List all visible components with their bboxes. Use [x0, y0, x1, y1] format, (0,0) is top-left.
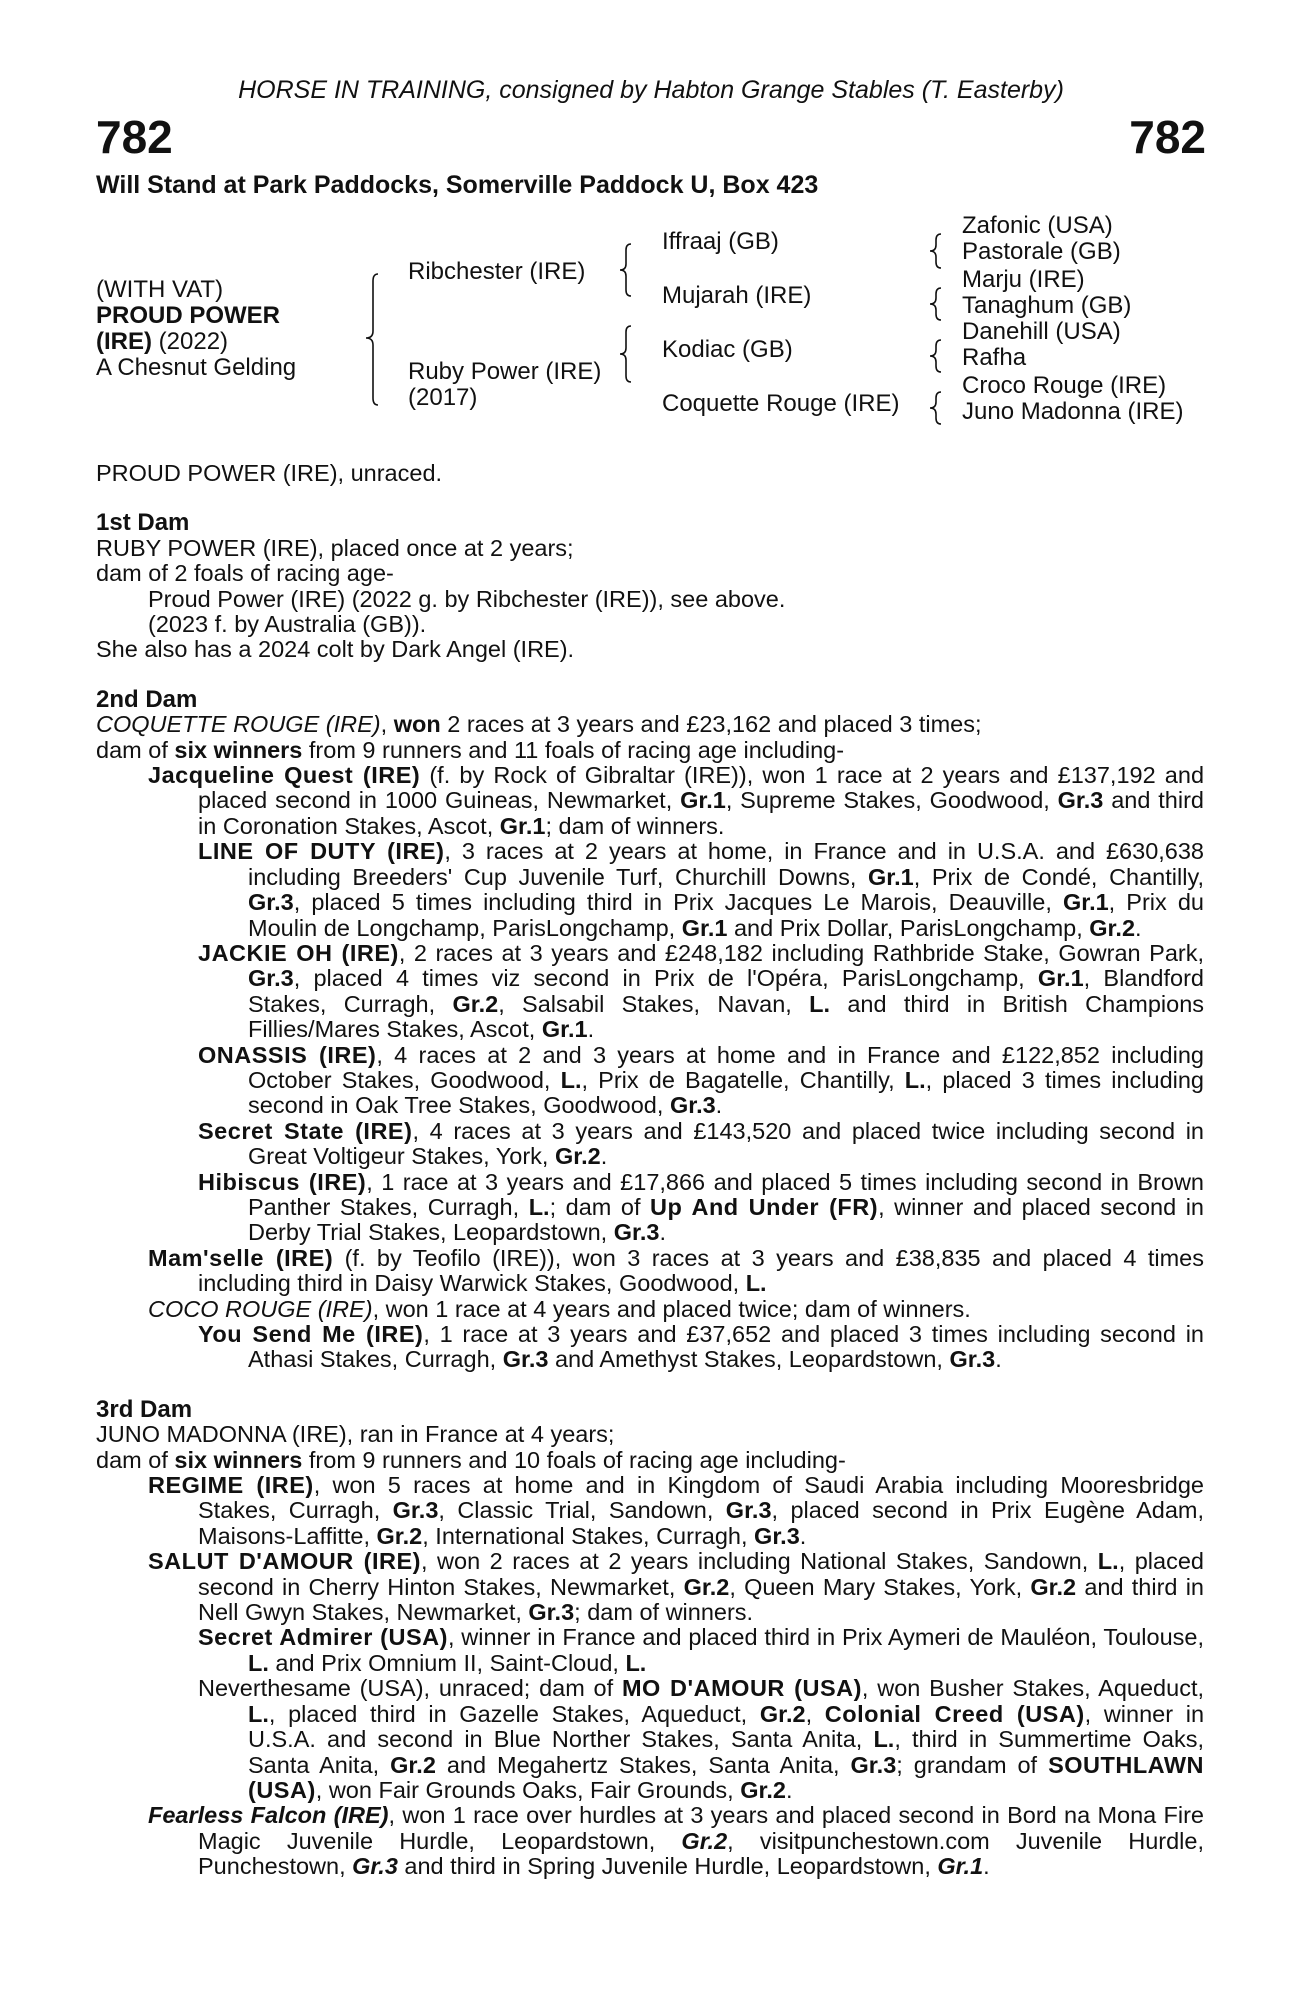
- produce-entry: Hibiscus (IRE), 1 race at 3 years and £17,866 and placed 5 times including second in Brown Panther Stakes, Curragh, L.; dam of Up And Under (FR), winner and placed second in Derby Trial Stakes, Leopardstown, Gr.3.: [198, 1168, 1204, 1246]
- first-dam-note: She also has a 2024 colt by Dark Angel (IRE).: [96, 636, 575, 663]
- produce-entry: JACKIE OH (IRE), 2 races at 3 years and £248,182 including Rathbride Stake, Gowran Park, Gr.3, placed 4 times viz second in Prix de l'Opéra, ParisLongchamp, Gr.1, Blandford Stakes, Curragh, Gr.2, Salsabil Stakes, Navan, L. and third in British Champions Fillies/Mares Stakes, Ascot, Gr.1.: [198, 939, 1205, 1043]
- ped-sdd: Tanaghum (GB): [962, 292, 1132, 319]
- ped-dsd: Rafha: [962, 344, 1027, 371]
- horse-suffix: (IRE) (2022): [96, 328, 229, 355]
- produce-entry: Secret State (IRE), 4 races at 3 years and £143,520 and placed twice including second in Great Voltigeur Stakes, York, Gr.2.: [198, 1117, 1205, 1170]
- produce-entry: COCO ROUGE (IRE), won 1 race at 4 years and placed twice; dam of winners.: [148, 1295, 971, 1322]
- produce-entry: Jacqueline Quest (IRE) (f. by Rock of Gibraltar (IRE)), won 1 race at 2 years and £137,192 and placed second in 1000 Guineas, Newmarket, Gr.1, Supreme Stakes, Goodwood, Gr.3 and third in Coronation Stakes, Ascot, Gr.1; dam of winners.: [148, 762, 1205, 839]
- dam: Ruby Power (IRE): [408, 358, 602, 385]
- pedigree-table: [96, 196, 1211, 496]
- second-dam-produce: dam of six winners from 9 runners and 11 foals of racing age including-: [96, 736, 845, 763]
- horse-name: PROUD POWER: [96, 302, 281, 329]
- ped-dds: Croco Rouge (IRE): [962, 372, 1167, 399]
- produce-entry: REGIME (IRE), won 5 races at home and in Kingdom of Saudi Arabia including Mooresbridge Stakes, Curragh, Gr.3, Classic Trial, Sandown, Gr.3, placed second in Prix Eugène Adam, Maisons-Laffitte, Gr.2, International Stakes, Curragh, Gr.3.: [148, 1472, 1205, 1549]
- sire: Ribchester (IRE): [408, 258, 586, 285]
- produce-entry: SALUT D'AMOUR (IRE), won 2 races at 2 years including National Stakes, Sandown, L., placed second in Cherry Hinton Stakes, Newmarket, Gr.2, Queen Mary Stakes, York, Gr.2 and third in Nell Gwyn Stakes, Newmarket, Gr.3; dam of winners.: [148, 1548, 1204, 1626]
- catalogue-body: [96, 461, 1204, 1880]
- produce-entry: Fearless Falcon (IRE), won 1 race over hurdles at 3 years and placed second in Bord na Mona Fire Magic Juvenile Hurdle, Leopardstown, Gr.2, visitpunchestown.com Juvenile Hurdle, Punchestown, Gr.3 and third in Spring Juvenile Hurdle, Leopardstown, Gr.1.: [148, 1802, 1204, 1880]
- lot-number-right: 782: [1129, 111, 1206, 163]
- foal-entry: Proud Power (IRE) (2022 g. by Ribchester (IRE)), see above.: [148, 585, 786, 612]
- stand-location: Will Stand at Park Paddocks, Somerville Paddock U, Box 423: [96, 171, 819, 199]
- second-dam-line: COQUETTE ROUGE (IRE), won 2 races at 3 years and £23,162 and placed 3 times;: [96, 711, 982, 738]
- produce-entry: LINE OF DUTY (IRE), 3 races at 2 years at home, in France and in U.S.A. and £630,638 including Breeders' Cup Juvenile Turf, Churchill Downs, Gr.1, Prix de Condé, Chantilly, Gr.3, placed 5 times including third in Prix Jacques Le Marois, Deauville, Gr.1, Prix du Moulin de Longchamp, ParisLongchamp, Gr.1 and Prix Dollar, ParisLongchamp, Gr.2.: [198, 838, 1205, 941]
- horse-description: A Chesnut Gelding: [96, 354, 297, 381]
- produce-entry: ONASSIS (IRE), 4 races at 2 and 3 years at home and in France and £122,852 including October Stakes, Goodwood, L., Prix de Bagatelle, Chantilly, L., placed 3 times including second in Oak Tree Stakes, Goodwood, Gr.3.: [198, 1041, 1205, 1119]
- produce-entry: Secret Admirer (USA), winner in France and placed third in Prix Aymeri de Mauléon, Toulouse, L. and Prix Omnium II, Saint-Cloud, L.: [198, 1624, 1204, 1676]
- dam-year: (2017): [408, 384, 478, 411]
- lot-number-left: 782: [96, 111, 173, 163]
- first-dam-heading: 1st Dam: [96, 509, 190, 537]
- dam-sire: Kodiac (GB): [662, 336, 793, 363]
- dam-dam: Coquette Rouge (IRE): [662, 390, 900, 417]
- produce-entry: Mam'selle (IRE) (f. by Teofilo (IRE)), won 3 races at 3 years and £38,835 and placed 4 times including third in Daisy Warwick Stakes, Goodwood, L.: [148, 1244, 1204, 1297]
- produce-entry: Neverthesame (USA), unraced; dam of MO D'AMOUR (USA), won Busher Stakes, Aqueduct, L., placed third in Gazelle Stakes, Aqueduct, Gr.2, Colonial Creed (USA), winner in U.S.A. and second in Blue Norther Stakes, Santa Anita, L., third in Summertime Oaks, Santa Anita, Gr.2 and Megahertz Stakes, Santa Anita, Gr.3; grandam of SOUTHLAWN (USA), won Fair Grounds Oaks, Fair Grounds, Gr.2.: [198, 1675, 1205, 1803]
- ped-sss: Zafonic (USA): [962, 212, 1113, 239]
- second-dam-heading: 2nd Dam: [96, 685, 198, 713]
- vat-note: (WITH VAT): [96, 276, 224, 303]
- ped-dss: Danehill (USA): [962, 318, 1121, 345]
- third-dam-heading: 3rd Dam: [96, 1395, 193, 1423]
- first-dam-foals: dam of 2 foals of racing age-: [96, 560, 394, 587]
- third-dam-line: JUNO MADONNA (IRE), ran in France at 4 years;: [96, 1421, 615, 1448]
- sire-sire: Iffraaj (GB): [662, 228, 779, 255]
- ped-ssd: Pastorale (GB): [962, 238, 1121, 265]
- ped-sds: Marju (IRE): [962, 266, 1085, 293]
- produce-entry: You Send Me (IRE), 1 race at 3 years and £37,652 and placed 3 times including second in Athasi Stakes, Curragh, Gr.3 and Amethyst Stakes, Leopardstown, Gr.3.: [198, 1321, 1204, 1373]
- race-summary: PROUD POWER (IRE), unraced.: [96, 460, 443, 486]
- third-dam-produce: dam of six winners from 9 runners and 10 foals of racing age including-: [96, 1446, 846, 1473]
- consignor-line: HORSE IN TRAINING, consigned by Habton Grange Stables (T. Easterby): [238, 76, 1064, 104]
- first-dam-line: RUBY POWER (IRE), placed once at 2 years;: [96, 534, 574, 561]
- sire-dam: Mujarah (IRE): [662, 282, 812, 309]
- foal-entry: (2023 f. by Australia (GB)).: [148, 611, 427, 638]
- ped-ddd: Juno Madonna (IRE): [962, 398, 1184, 425]
